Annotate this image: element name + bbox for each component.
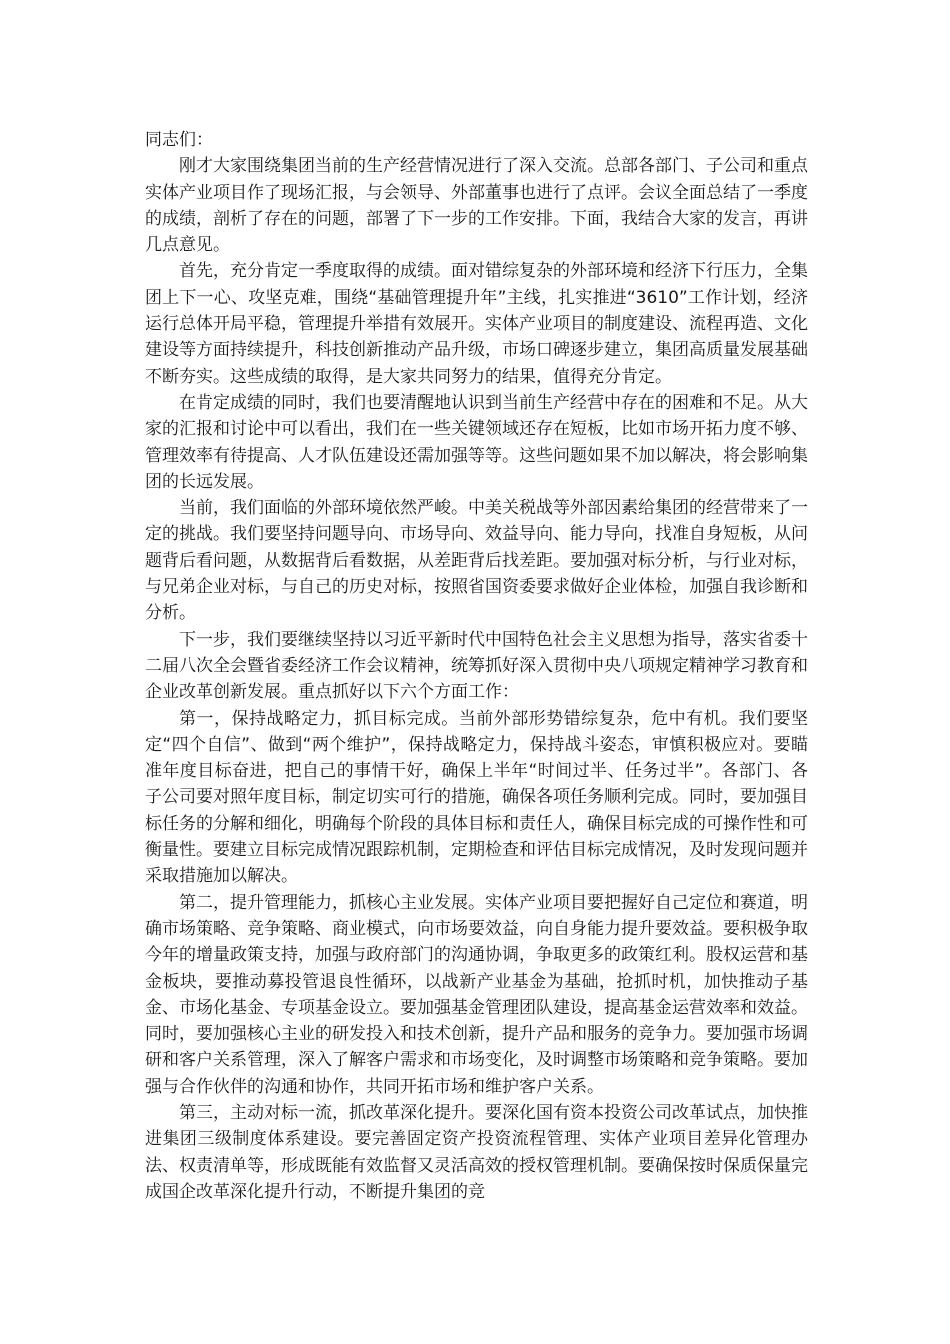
paragraph-shortcomings: 在肯定成绩的同时，我们也要清醒地认识到当前生产经营中存在的困难和不足。从大家的汇报和讨论中可以看出，我们在一些关键领域还存在短板，比如市场开拓力度不够、管理效率有待提高、人才队伍建设还需加强等等。这些问题如果不加以解决，将会影响集团的长远发展。	[145, 392, 808, 492]
paragraph-environment: 当前，我们面临的外部环境依然严峻。中美关税战等外部因素给集团的经营带来了一定的挑战。我们要坚持问题导向、市场导向、效益导向、能力导向，找准自身短板，从问题背后看问题，从数据背后看数据，从差距背后找差距。要加强对标分析，与行业对标，与兄弟企业对标，与自己的历史对标，按照省国资委要求做好企业体检，加强自我诊断和分析。	[145, 498, 808, 624]
paragraph-first-task: 第一，保持战略定力，抓目标完成。当前外部形势错综复杂，危中有机。我们要坚定“四个自信”、做到“两个维护”，保持战略定力，保持战斗姿态，审慎积极应对。要瞄准年度目标奋进，把自己的事情干好，确保上半年“时间过半、任务过半”。各部门、各子公司要对照年度目标，制定切实可行的措施，确保各项任务顺利完成。同时，要加强目标任务的分解和细化，明确每个阶段的具体目标和责任人，确保目标完成的可操作性和可衡量性。要建立目标完成情况跟踪机制，定期检查和评估目标完成情况，及时发现问题并采取措施加以解决。	[145, 708, 808, 887]
paragraph-third-task: 第三，主动对标一流，抓改革深化提升。要深化国有资本投资公司改革试点，加快推进集团三级制度体系建设。要完善固定资产投资流程管理、实体产业项目差异化管理办法、权责清单等，形成既能有效监督又灵活高效的授权管理机制。要确保按时保质保量完成国企改革深化提升行动，不断提升集团的竞	[145, 1102, 808, 1202]
paragraph-second-task: 第二，提升管理能力，抓核心主业发展。实体产业项目要把握好自己定位和赛道，明确市场策略、竞争策略、商业模式，向市场要效益，向自身能力提升要效益。要积极争取今年的增量政策支持，加强与政府部门的沟通协调，争取更多的政策红利。股权运营和基金板块，要推动募投管退良性循环，以战新产业基金为基础，抢抓时机，加快推动子基金、市场化基金、专项基金设立。要加强基金管理团队建设，提高基金运营效率和效益。同时，要加强核心主业的研发投入和技术创新，提升产品和服务的竞争力。要加强市场调研和客户关系管理，深入了解客户需求和市场变化，及时调整市场策略和竞争策略。要加强与合作伙伴的沟通和协作，共同开拓市场和维护客户关系。	[145, 892, 808, 1097]
paragraph-next-steps: 下一步，我们要继续坚持以习近平新时代中国特色社会主义思想为指导，落实省委十二届八次全会暨省委经济工作会议精神，统筹抓好深入贯彻中央八项规定精神学习教育和企业改革创新发展。重点抓好以下六个方面工作：	[145, 629, 808, 703]
paragraph-intro: 刚才大家围绕集团当前的生产经营情况进行了深入交流。总部各部门、子公司和重点实体产业项目作了现场汇报，与会领导、外部董事也进行了点评。会议全面总结了一季度的成绩，剖析了存在的问题，部署了下一步的工作安排。下面，我结合大家的发言，再讲几点意见。	[145, 156, 808, 256]
paragraph-achievements: 首先，充分肯定一季度取得的成绩。面对错综复杂的外部环境和经济下行压力，全集团上下一心、攻坚克难，围绕“基础管理提升年”主线，扎实推进“3610”工作计划，经济运行总体开局平稳，管理提升举措有效展开。实体产业项目的制度建设、流程再造、文化建设等方面持续提升，科技创新推动产品升级，市场口碑逐步建立，集团高质量发展基础不断夯实。这些成绩的取得，是大家共同努力的结果，值得充分肯定。	[145, 261, 808, 387]
greeting: 同志们：	[145, 130, 213, 150]
speech-body	[145, 127, 808, 1205]
